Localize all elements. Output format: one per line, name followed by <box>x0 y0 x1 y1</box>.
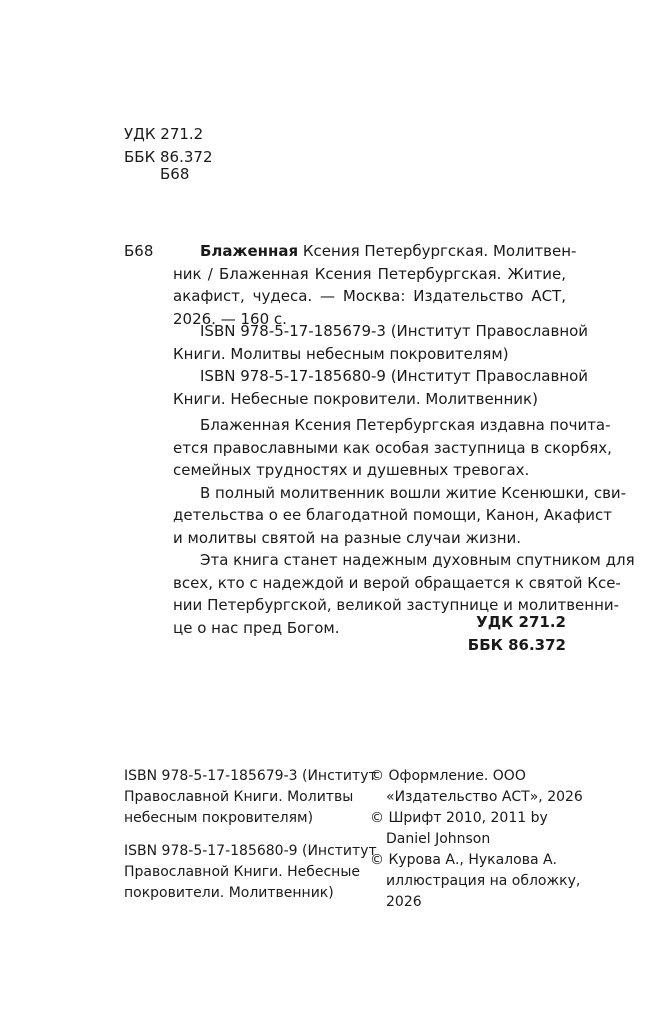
author-code-top: Б68 <box>160 165 190 183</box>
annotation-line: всех, кто с надеждой и верой обращается к святой Ксе- <box>173 573 621 592</box>
copyright-line: © Курова А., Нукалова А. <box>370 852 558 868</box>
annotation-line: и молитвы святой на разные случаи жизни. <box>173 528 522 547</box>
annotation-line: семейных трудностях и душевных тревогах. <box>173 461 530 479</box>
annotation-line: нии Петербургской, великой заступнице и молитвенни- <box>173 596 620 614</box>
annotation-line: Эта книга станет надежным духовным спутником для <box>200 551 635 569</box>
isbn-bottom-2-line: покровители. Молитвенник) <box>124 885 334 901</box>
annotation <box>173 414 635 639</box>
classification-right <box>468 611 566 656</box>
isbn-bottom-1-line: небесным покровителям) <box>124 810 314 826</box>
bbk-top: ББК 86.372 <box>124 148 213 166</box>
annotation-line: Блаженная Ксения Петербургская издавна почита- <box>200 416 611 434</box>
author-code-entry: Б68 <box>124 242 154 260</box>
isbn-bottom-1-line: ISBN 978-5-17-185679-3 (Институт <box>124 768 377 784</box>
copyright-line: «Издательство АСТ», 2026 <box>386 789 583 805</box>
entry-line-3: акафист, чудеса. — Москва: Издательство АСТ, <box>173 287 566 305</box>
entry-isbn-1b: Книги. Молитвы небесным покровителям) <box>173 344 509 363</box>
udk-top: УДК 271.2 <box>124 125 204 143</box>
annotation-line: В полный молитвенник вошли житие Ксенюшки, сви- <box>200 483 627 502</box>
isbn-bottom-1-line: Православной Книги. Молитвы <box>124 789 354 805</box>
isbn-bottom-2-line: ISBN 978-5-17-185680-9 (Институт <box>124 843 377 859</box>
entry-line-1 <box>200 240 577 263</box>
annotation-line: детельства о ее благодатной помощи, Канон, Акафист <box>173 506 612 524</box>
copyright-line: иллюстрация на обложку, <box>386 873 581 889</box>
copyright-line: 2026 <box>386 894 422 910</box>
udk-right: УДК 271.2 <box>476 613 566 631</box>
entry-isbn-1a: ISBN 978-5-17-185679-3 (Институт Православной <box>200 322 589 340</box>
entry-isbn-2a: ISBN 978-5-17-185680-9 (Институт Православной <box>200 367 589 385</box>
entry-line-4: 2026. — 160 с. <box>173 309 287 328</box>
bbk-right: ББК 86.372 <box>467 635 566 654</box>
isbn-bottom-2-line: Православной Книги. Небесные <box>124 864 361 880</box>
annotation-line: це о нас пред Богом. <box>173 618 340 637</box>
entry-line-2: ник / Блаженная Ксения Петербургская. Житие, <box>173 264 566 283</box>
copyright-block <box>370 766 583 913</box>
entry-isbn-block <box>173 320 589 410</box>
entry-isbn-2b: Книги. Небесные покровители. Молитвенник) <box>173 389 538 408</box>
annotation-line: ется православными как особая заступница в скорбях, <box>173 438 612 457</box>
bibliographic-entry <box>173 240 577 330</box>
entry-line-1-rest: Ксения Петербургская. Молитвен- <box>302 242 577 260</box>
entry-title-bold: Блаженная <box>200 242 299 260</box>
copyright-line: Daniel Johnson <box>386 831 491 847</box>
copyright-line: © Шрифт 2010, 2011 by <box>370 810 548 826</box>
isbn-list-bottom <box>124 766 377 904</box>
copyright-line: © Оформление. ООО <box>370 768 526 784</box>
